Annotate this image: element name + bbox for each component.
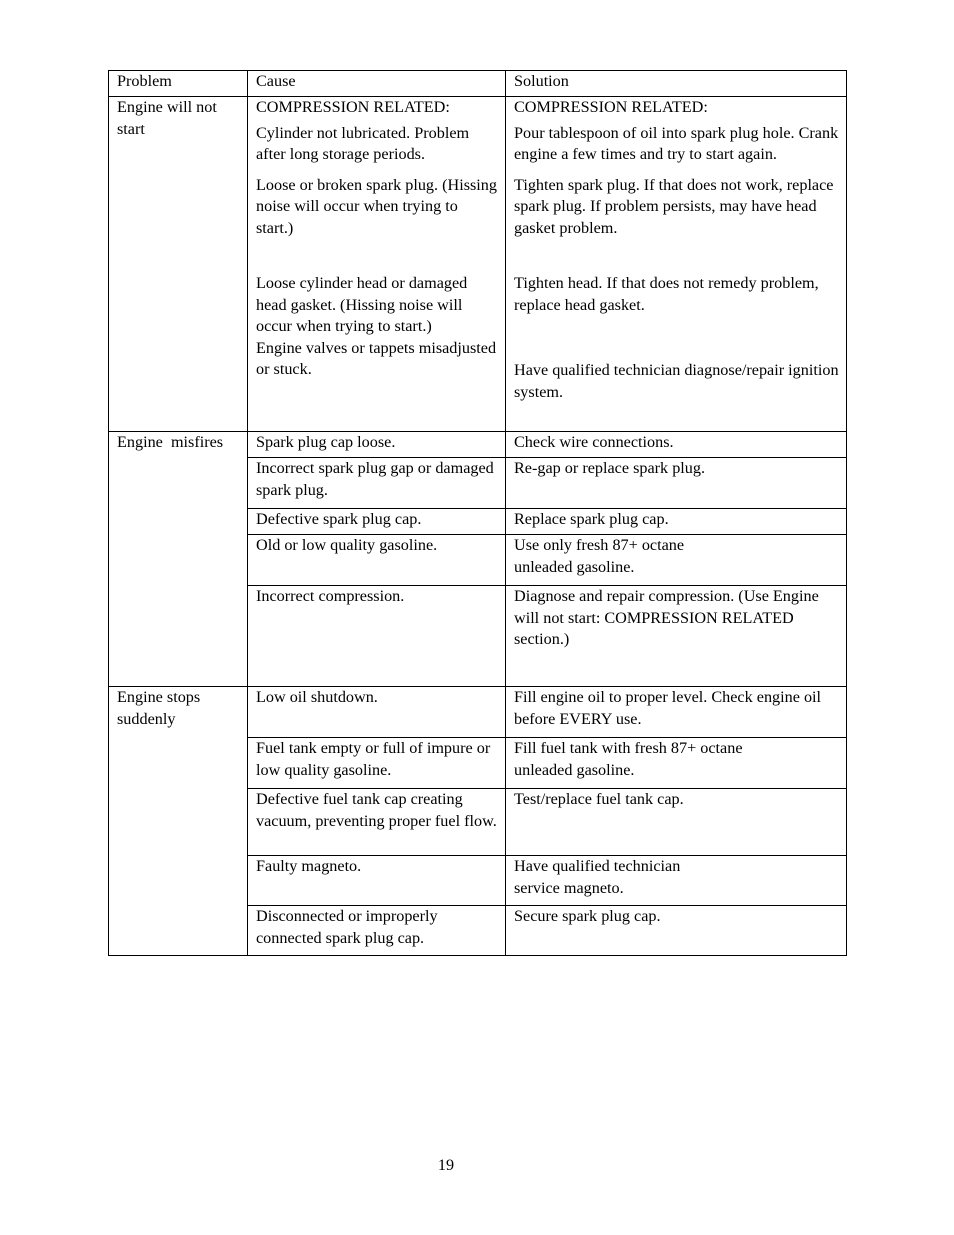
solution-text: Have qualified technician diagnose/repair ignition system. [514,361,839,401]
solution-heading: COMPRESSION RELATED: [514,98,708,116]
cause-cell: Spark plug cap loose. [248,432,506,458]
problem-cell [109,97,248,432]
problem-label: Engine will not start [117,98,217,138]
cause-cell: Low oil shutdown. [248,687,506,738]
cause-cell: Faulty magneto. [248,856,506,906]
table-row [109,687,847,738]
cause-text: Loose or broken spark plug. (Hissing noise will occur when trying to start.) [256,175,497,237]
cause-text: Engine valves or tappets misadjusted or stuck. [256,338,497,378]
cause-cell: Fuel tank empty or full of impure or low quality gasoline. [248,738,506,789]
problem-label: Engine misfires [117,433,224,451]
solution-cell [506,738,847,789]
header-solution: Solution [506,71,847,97]
solution-text: Have qualified technician service magneto. [514,857,681,897]
solution-text: Fill fuel tank with fresh 87+ octane unleaded gasoline. [514,739,743,779]
solution-cell: Fill engine oil to proper level. Check engine oil before EVERY use. [506,687,847,738]
solution-cell [506,586,847,687]
page-number: 19 [437,1156,455,1174]
solution-text: Tighten spark plug. If that does not work, replace spark plug. If problem persists, may have head gasket problem. [514,175,834,237]
solution-cell: Re-gap or replace spark plug. [506,458,847,509]
table-row [109,432,847,458]
table-header-row [109,71,847,97]
solution-cell [506,535,847,586]
solution-text: Diagnose and repair compression. (Use Engine will not start: COMPRESSION RELATED section.) [514,587,819,648]
solution-cell: Check wire connections. [506,432,847,458]
solution-cell: Secure spark plug cap. [506,906,847,956]
cause-cell: Incorrect spark plug gap or damaged spark plug. [248,458,506,509]
problem-cell [109,432,248,687]
cause-cell: Incorrect compression. [248,586,506,687]
header-problem: Problem [109,71,248,97]
problem-cell [109,687,248,956]
table-row [109,97,847,432]
cause-cell: Disconnected or improperly connected spark plug cap. [248,906,506,956]
problem-label: Engine stops suddenly [117,688,201,728]
cause-cell [248,97,506,432]
solution-text: Tighten head. If that does not remedy problem, replace head gasket. [514,274,819,314]
cause-cell: Old or low quality gasoline. [248,535,506,586]
solution-cell [506,97,847,432]
header-cause: Cause [248,71,506,97]
cause-heading: COMPRESSION RELATED: [256,98,450,116]
cause-text: Loose cylinder head or damaged head gasket. (Hissing noise will occur when trying to start.) [256,274,468,335]
cause-cell: Defective fuel tank cap creating vacuum, preventing proper fuel flow. [248,789,506,856]
solution-cell: Test/replace fuel tank cap. [506,789,847,856]
cause-text: Cylinder not lubricated. Problem after long storage periods. [256,123,470,163]
solution-cell: Replace spark plug cap. [506,509,847,535]
solution-cell [506,856,847,906]
cause-cell: Defective spark plug cap. [248,509,506,535]
solution-text: Use only fresh 87+ octane unleaded gasoline. [514,536,685,576]
solution-text: Pour tablespoon of oil into spark plug hole. Crank engine a few times and try to start again. [514,123,839,163]
troubleshooting-table [108,70,847,956]
